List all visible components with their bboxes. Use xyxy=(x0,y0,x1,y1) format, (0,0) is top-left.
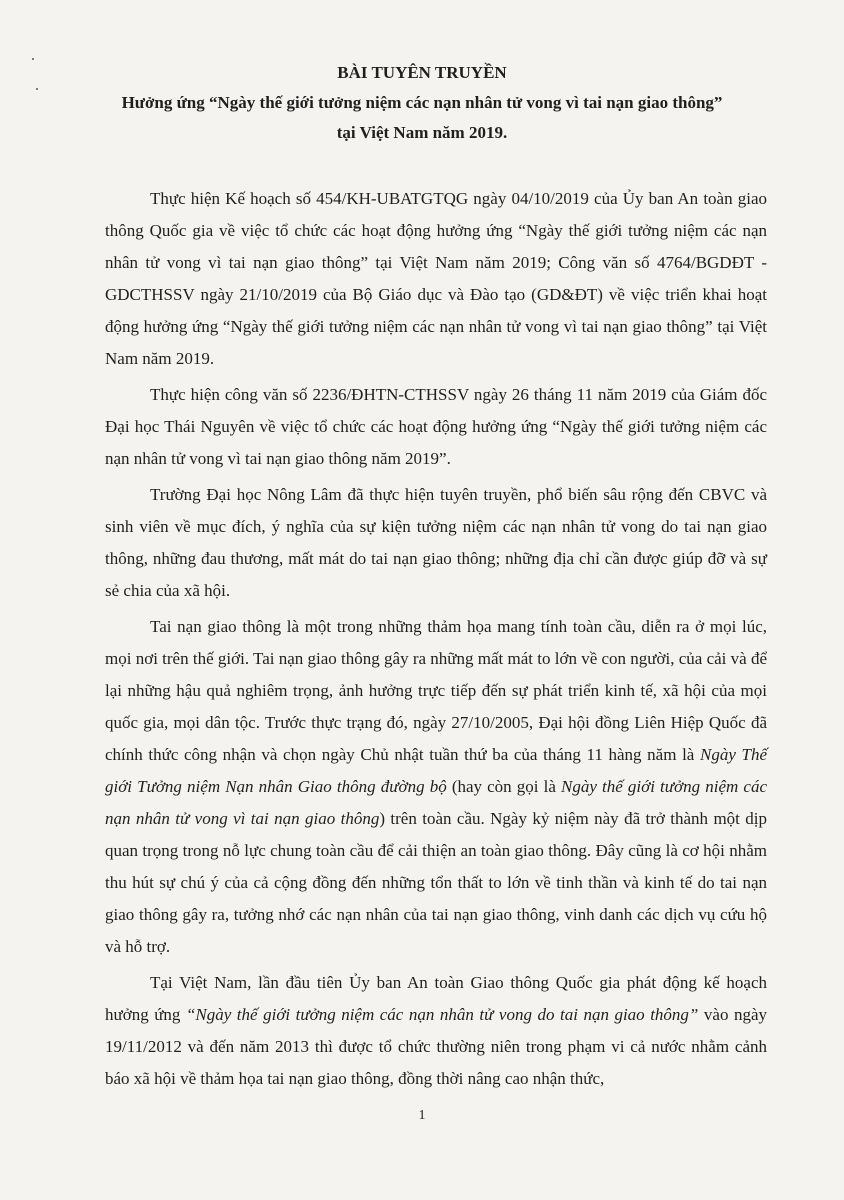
paragraph-4-text: ) trên toàn cầu. Ngày kỷ niệm này đã trở thành một dịp quan trọng trong nỗ lực chung toàn cầu để cải thiện an toàn giao thông. Đây cũng là cơ hội nhằm thu hút sự chú ý của cả cộng đồng đến những tổn thất to lớn về tinh thần và kinh tế do tai nạn giao thông gây ra, tưởng nhớ các nạn nhân của tai nạn giao thông, vinh danh các dịch vụ cứu hộ và hỗ trợ. xyxy=(105,809,768,956)
paragraph-2: Thực hiện công văn số 2236/ĐHTN-CTHSSV ngày 26 tháng 11 năm 2019 của Giám đốc Đại học Thái Nguyên về việc tổ chức các hoạt động hưởng ứng “Ngày thế giới tưởng niệm các nạn nhân tử vong vì tai nạn giao thông năm 2019”. xyxy=(105,385,767,468)
paragraph-5-text: Tại Việt Nam, lần đầu tiên Ủy ban An toàn Giao thông Quốc gia phát động kế hoạch hưởng ứng xyxy=(105,973,767,1024)
paragraph-4-text: (hay còn gọi là xyxy=(446,777,562,796)
paragraph-5-text: vào ngày 19/11/2012 và đến năm 2013 thì được tổ chức thường niên trong phạm vi cả nước nhằm cảnh báo xã hội về thảm họa tai nạn giao thông, đồng thời nâng cao nhận thức, xyxy=(105,1005,768,1088)
paragraph-3: Trường Đại học Nông Lâm đã thực hiện tuyên truyền, phổ biến sâu rộng đến CBVC và sinh viên về mục đích, ý nghĩa của sự kiện tưởng niệm các nạn nhân tử vong do tai nạn giao thông, những đau thương, mất mát do tai nạn giao thông; những địa chỉ cần được giúp đỡ và sự sẻ chia của xã hội. xyxy=(105,485,767,600)
paragraph-4-italic-term: Ngày thế giới tưởng niệm các nạn nhân tử vong vì tai nạn giao thông xyxy=(105,777,767,828)
document-subtitle: Hưởng ứng “Ngày thế giới tưởng niệm các nạn nhân tử vong vì tai nạn giao thông” xyxy=(121,93,723,112)
title-block xyxy=(0,58,844,148)
document-subtitle-line2: tại Việt Nam năm 2019. xyxy=(336,123,508,142)
page-number: 1 xyxy=(418,1108,426,1123)
paragraph-1: Thực hiện Kế hoạch số 454/KH-UBATGTQG ngày 04/10/2019 của Ủy ban An toàn giao thông Quốc gia về việc tổ chức các hoạt động hưởng ứng “Ngày thế giới tưởng niệm các nạn nhân tử vong vì tai nạn giao thông” tại Việt Nam năm 2019; Công văn số 4764/BGDĐT - GDCTHSSV ngày 21/10/2019 của Bộ Giáo dục và Đào tạo (GD&ĐT) về việc triển khai hoạt động hưởng ứng “Ngày thế giới tưởng niệm các nạn nhân tử vong vì tai nạn giao thông” tại Việt Nam năm 2019. xyxy=(105,189,767,368)
paragraph-4-text: Tai nạn giao thông là một trong những thảm họa mang tính toàn cầu, diễn ra ở mọi lúc, mọi nơi trên thế giới. Tai nạn giao thông gây ra những mất mát to lớn về con người, của cải và để lại những hậu quả nghiêm trọng, ảnh hưởng trực tiếp đến sự phát triển kinh tế, xã hội của mọi quốc gia, mọi dân tộc. Trước thực trạng đó, ngày 27/10/2005, Đại hội đồng Liên Hiệp Quốc đã chính thức công nhận và chọn ngày Chủ nhật tuần thứ ba của tháng 11 hàng năm là xyxy=(105,617,767,764)
document-body xyxy=(105,183,767,1099)
paragraph-4 xyxy=(105,611,767,963)
paragraph-5 xyxy=(105,967,767,1095)
paragraph-4-italic-term: Ngày Thế giới Tưởng niệm Nạn nhân Giao thông đường bộ xyxy=(105,745,767,796)
paragraph-5-italic-term: “Ngày thế giới tưởng niệm các nạn nhân tử vong do tai nạn giao thông” xyxy=(185,1005,699,1024)
document-title: BÀI TUYÊN TRUYỀN xyxy=(337,63,507,82)
